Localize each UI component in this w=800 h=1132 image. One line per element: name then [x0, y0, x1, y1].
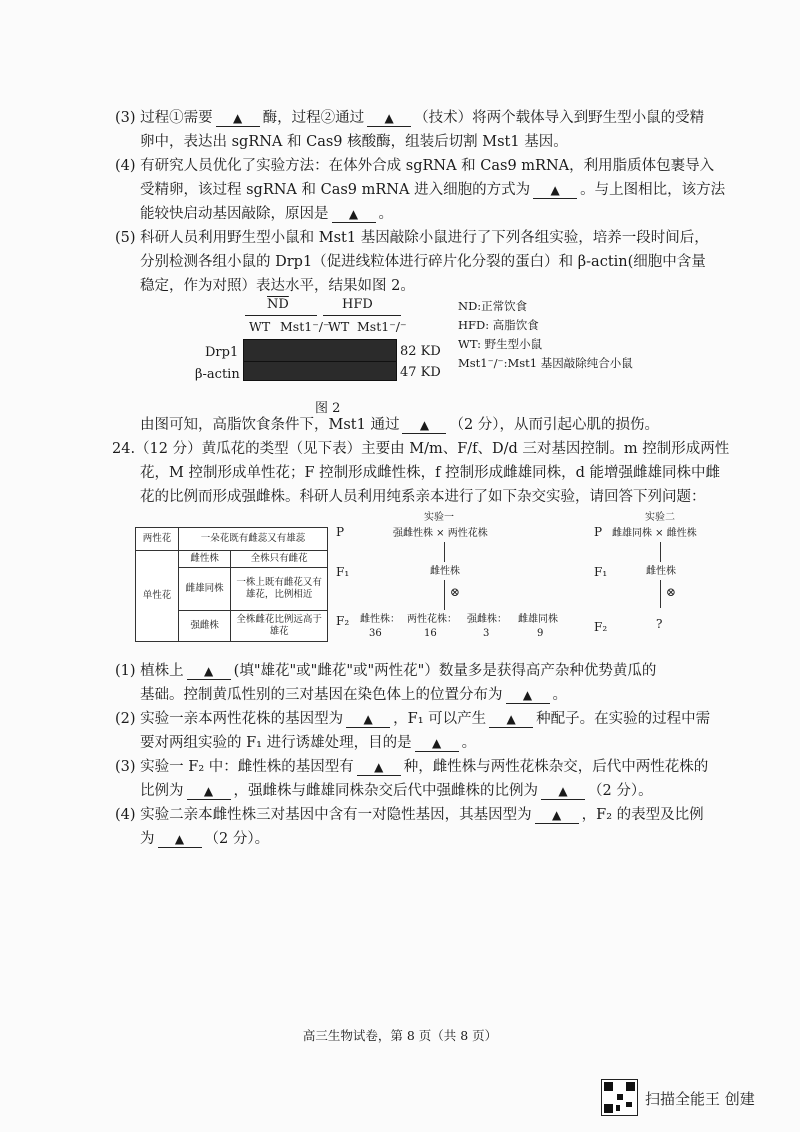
answer-blank[interactable]: ▲: [187, 783, 231, 800]
table-cell: 全株雌花比例远高于雄花: [231, 611, 328, 642]
text: 基础。控制黄瓜性别的三对基因在染色体上的位置分布为: [140, 687, 503, 703]
text: 。与上图相比，该方法: [580, 182, 726, 198]
exp1-f2-type: 两性花株：: [407, 614, 457, 625]
drp1-band-row: [243, 339, 397, 362]
q23-5-line2: 分别检测各组小鼠的 Drp1（促进线粒体进行碎片化分裂的蛋白）和 β-actin(细胞中含量: [140, 254, 706, 270]
q23-3-line1: [115, 107, 752, 129]
q24-line3: 花的比例而形成强雌株。科研人员利用纯系亲本进行了如下杂交实验，请回答下列问题：: [140, 489, 706, 505]
text: 为: [140, 831, 155, 847]
text: (3) 实验一 F₂ 中：雌性株的基因型有: [115, 759, 354, 775]
table-cell: 全株只有雌花: [231, 551, 328, 568]
q24-3-line1: [115, 756, 752, 778]
exp1-arrow: [444, 542, 445, 562]
exp2-arrow: [660, 542, 661, 562]
q23-4-line1: (4) 有研究人员优化了实验方法：在体外合成 sgRNA 和 Cas9 mRNA，利用脂质体包裹导入: [115, 158, 715, 174]
text: 酶，过程②通过: [262, 110, 365, 126]
hfd-label: HFD: [342, 297, 373, 312]
q23-5-line3: 稳定，作为对照）表达水平，结果如图 2。: [140, 278, 415, 294]
exp1-p: P: [336, 525, 345, 539]
figure-caption: 图 2: [315, 401, 341, 416]
exp2-f1: F₁: [594, 565, 608, 579]
legend-item: Mst1⁻/⁻:Mst1 基因敲除纯合小鼠: [458, 356, 633, 370]
exp1-arrow: [444, 580, 445, 610]
scanner-watermark: 扫描全能王 创建: [645, 1090, 755, 1108]
text: 要对两组实验的 F₁ 进行诱雄处理，目的是: [140, 735, 412, 751]
hfd-bracket: [323, 315, 401, 316]
table-cell: 强雌株: [179, 611, 231, 642]
q23-3-line2: 卵中，表达出 sgRNA 和 Cas9 核酸酶，组装后切割 Mst1 基因。: [140, 134, 568, 150]
table-cell: 一朵花既有雌蕊又有雄蕊: [179, 528, 328, 551]
text: 。: [461, 735, 477, 751]
text: (2) 实验一亲本两性花株的基因型为: [115, 711, 344, 727]
answer-blank[interactable]: ▲: [541, 783, 585, 800]
table-cell: 单性花: [136, 551, 179, 642]
answer-blank[interactable]: ▲: [216, 110, 260, 127]
text: 种，雌性株与两性花株杂交，后代中两性花株的: [403, 759, 709, 775]
exp2-self-symbol: ⊗: [666, 585, 677, 599]
table-cell: 雌性株: [179, 551, 231, 568]
text: ，强雌株与雌雄同株杂交后代中强雌株的比例为: [233, 783, 538, 799]
exp1-f2-type: 强雌株：: [467, 614, 507, 625]
q23-4-line2: [140, 179, 752, 201]
lane-label: WT: [328, 319, 350, 334]
legend-item: WT: 野生型小鼠: [458, 337, 543, 351]
q24-4-line1: [115, 804, 752, 826]
legend-item: HFD: 高脂饮食: [458, 318, 539, 332]
q24-2-line1: [115, 708, 752, 730]
nd-label: $\overline{ND}$: [267, 297, 289, 312]
exp1-title: 实验一: [424, 512, 454, 523]
text: 。: [552, 687, 567, 703]
table-cell: 一株上既有雌花又有雄花，比例相近: [231, 568, 328, 611]
lane-label: Mst1⁻/⁻: [280, 319, 330, 334]
q24-4-line2: [140, 828, 752, 850]
q23-4-line3: [140, 203, 752, 225]
answer-blank[interactable]: ▲: [506, 687, 550, 704]
table-cell: 两性花: [136, 528, 179, 551]
text: ，F₂ 的表型及比例: [581, 807, 704, 823]
q24-line2: 花，M 控制形成单性花；F 控制形成雌性株，f 控制形成雌雄同株，d 能增强雌雄同株中雌: [140, 465, 720, 481]
answer-blank[interactable]: ▲: [489, 711, 533, 728]
text: （2 分）。: [204, 831, 270, 847]
exp2-f1-value: 雌性株: [646, 566, 676, 577]
exp1-f2-count: 3: [483, 628, 490, 639]
lane-label: WT: [249, 319, 271, 334]
answer-blank[interactable]: ▲: [367, 110, 411, 127]
table-row: [136, 528, 328, 551]
figure-2-legend: [458, 297, 633, 373]
exp1-f1: F₁: [336, 565, 350, 579]
answer-blank[interactable]: ▲: [402, 417, 446, 434]
legend-item: ND:正常饮食: [458, 299, 528, 313]
answer-blank[interactable]: ▲: [533, 182, 577, 199]
answer-blank[interactable]: ▲: [346, 711, 390, 728]
answer-blank[interactable]: ▲: [187, 663, 231, 680]
answer-blank[interactable]: ▲: [158, 831, 202, 848]
kd-47-label: 47 KD: [400, 365, 441, 380]
table-cell: 雌雄同株: [179, 568, 231, 611]
q24-1-line1: [115, 660, 752, 682]
drp1-label: Drp1: [205, 345, 239, 360]
text: 。: [378, 206, 393, 222]
flower-type-table: [135, 527, 328, 642]
actin-band-row: [243, 361, 397, 381]
exp1-f2-type: 雌性株：: [360, 614, 400, 625]
text: 由图可知，高脂饮食条件下，Mst1 通过: [140, 417, 400, 433]
exp1-f1-value: 雌性株: [430, 566, 460, 577]
page-footer: 高三生物试卷，第 8 页（共 8 页）: [302, 1028, 498, 1043]
text: （2 分）。: [588, 783, 653, 799]
text: 比例为: [140, 783, 184, 799]
q23-5-line1: (5) 科研人员利用野生型小鼠和 Mst1 基因敲除小鼠进行了下列各组实验，培养一段时间后，: [115, 230, 709, 246]
text: 种配子。在实验的过程中需: [536, 711, 711, 727]
nd-bracket: [245, 315, 317, 316]
exp2-title: 实验二: [645, 512, 675, 523]
lane-label: Mst1⁻/⁻: [357, 319, 407, 334]
exp1-p-cross: 强雌性株 × 两性花株: [393, 528, 488, 539]
q24-1-line2: [140, 684, 752, 706]
qr-code-icon: [601, 1079, 638, 1116]
exp2-p: P: [594, 525, 603, 539]
q24-3-line2: [140, 780, 752, 802]
text: (3) 过程①需要: [115, 110, 213, 126]
q23-5-line4: [140, 414, 752, 436]
exp1-f2-count: 16: [424, 628, 437, 639]
exp1-f2-count: 9: [537, 628, 544, 639]
exp1-f2-count: 36: [369, 628, 382, 639]
kd-82-label: 82 KD: [400, 344, 441, 359]
q24-2-line2: [140, 732, 752, 754]
text: (填"雄花"或"雌花"或"两性花"）数量多是获得高产杂种优势黄瓜的: [233, 663, 657, 679]
exp2-f2-value: ?: [656, 617, 663, 631]
exp2-arrow: [660, 580, 661, 608]
answer-blank[interactable]: ▲: [415, 735, 459, 752]
table-row: [136, 551, 328, 568]
text: ，F₁ 可以产生: [393, 711, 487, 727]
exp2-p-cross: 雌雄同株 × 雌性株: [612, 528, 697, 539]
exp1-self-symbol: ⊗: [450, 585, 461, 599]
actin-label: β-actin: [195, 367, 240, 382]
exp1-f2-type: 雌雄同株: [518, 614, 558, 625]
answer-blank[interactable]: ▲: [535, 807, 579, 824]
text: (1) 植株上: [115, 663, 184, 679]
answer-blank[interactable]: ▲: [357, 759, 401, 776]
text: （2 分），从而引起心肌的损伤。: [449, 417, 660, 433]
text: （技术）将两个载体导入到野生型小鼠的受精: [414, 110, 705, 126]
exp2-f2: F₂: [594, 620, 608, 634]
text: 受精卵，该过程 sgRNA 和 Cas9 mRNA 进入细胞的方式为: [140, 182, 531, 198]
q24-line1: 24.（12 分）黄瓜花的类型（见下表）主要由 M/m、F/f、D/d 三对基因控制。m 控制形成两性: [112, 441, 730, 457]
text: (4) 实验二亲本雌性株三对基因中含有一对隐性基因，其基因型为: [115, 807, 532, 823]
exp1-f2: F₂: [336, 614, 350, 628]
text: 能较快启动基因敲除，原因是: [140, 206, 329, 222]
answer-blank[interactable]: ▲: [332, 206, 376, 223]
